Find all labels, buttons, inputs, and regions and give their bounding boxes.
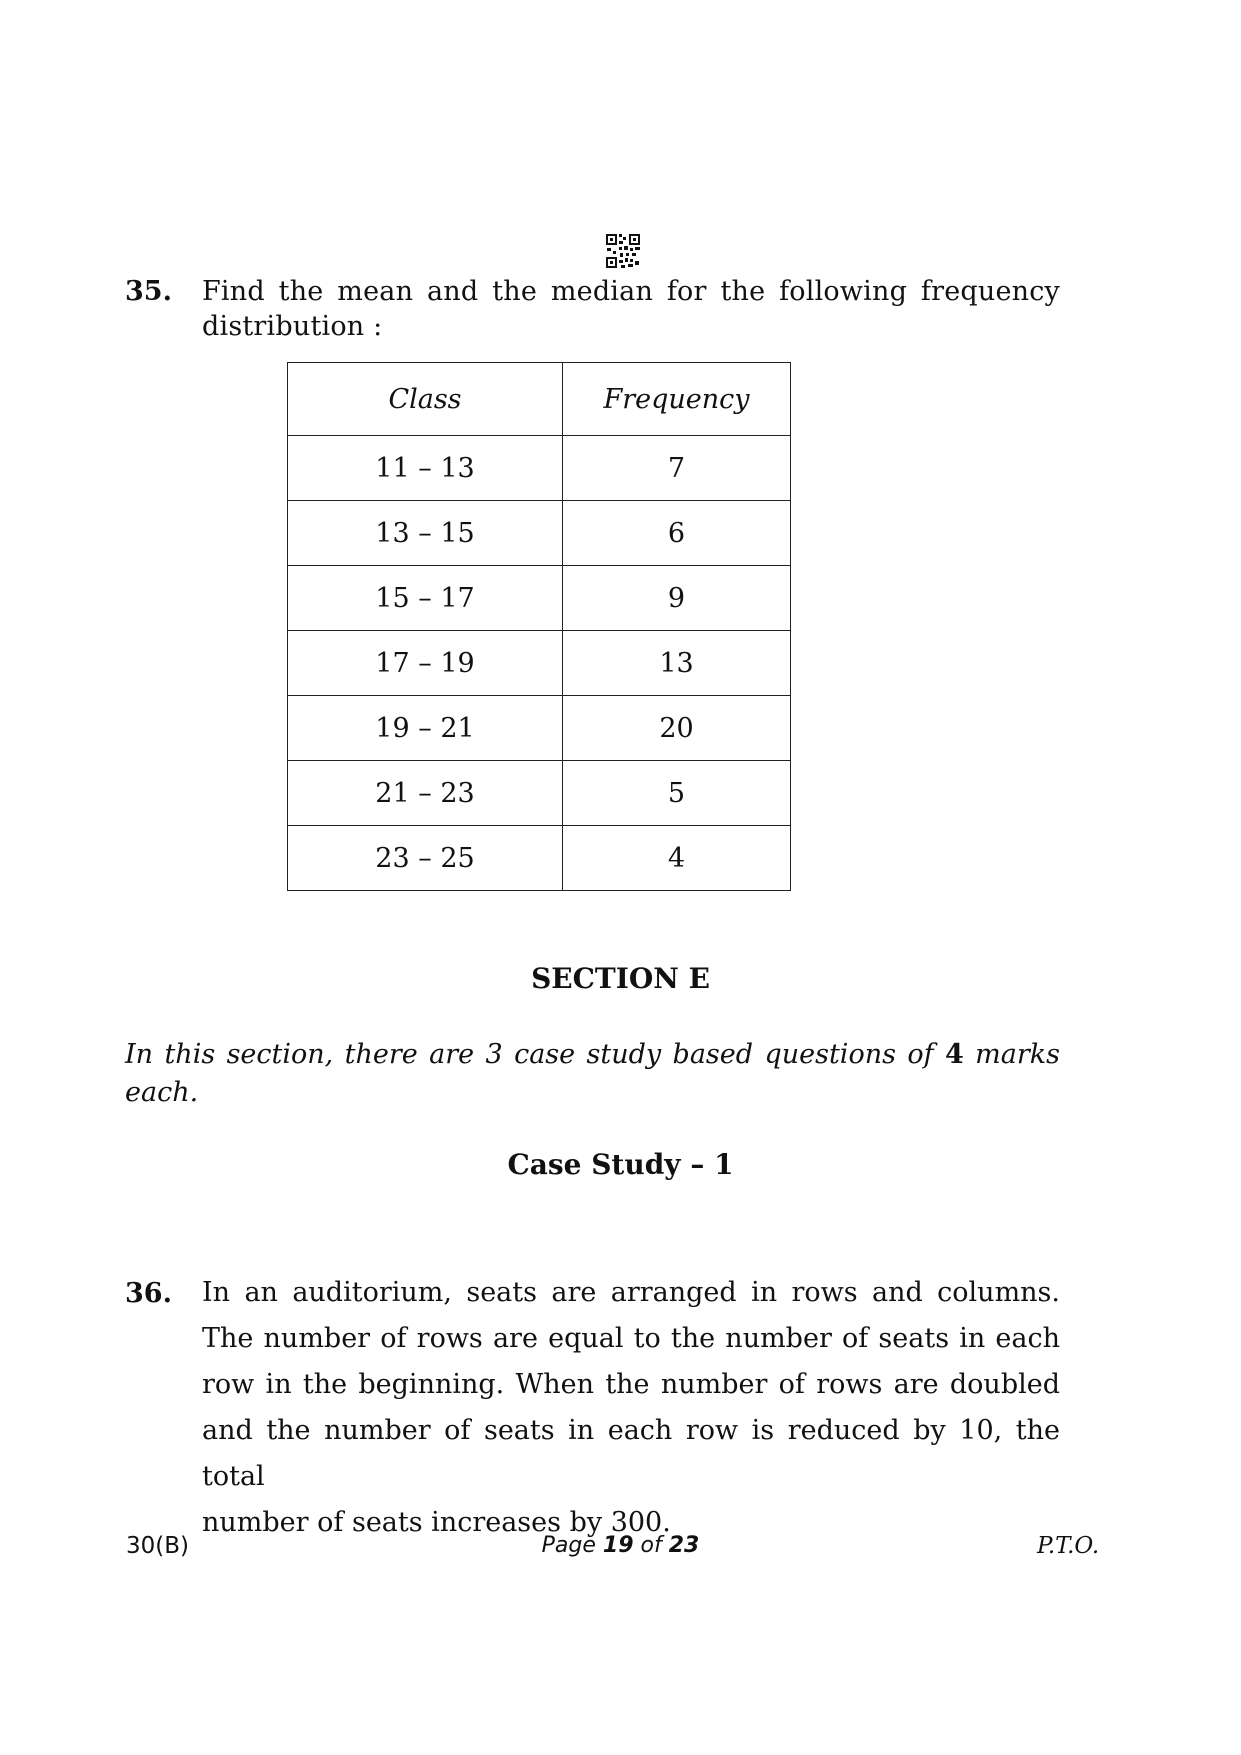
header-frequency: Frequency (563, 363, 791, 436)
class-cell: 19 – 21 (288, 696, 563, 761)
page-total: 23 (668, 1533, 700, 1558)
frequency-cell: 5 (563, 761, 791, 826)
page-label: Page (541, 1533, 603, 1558)
question-36-line: row in the beginning. When the number of rows are doubled (202, 1369, 1060, 1400)
frequency-cell: 4 (563, 826, 791, 891)
table-row (288, 566, 791, 631)
table-row (288, 631, 791, 696)
frequency-cell: 9 (563, 566, 791, 631)
table-row (288, 826, 791, 891)
question-36-line: The number of rows are equal to the number of seats in each (202, 1323, 1060, 1354)
frequency-cell: 20 (563, 696, 791, 761)
question-35-text-line1: Find the mean and the median for the following frequency (202, 276, 1060, 307)
frequency-cell: 13 (563, 631, 791, 696)
instruction-line1 (125, 1036, 1060, 1074)
question-36-line: number of seats increases by 300. (202, 1507, 671, 1538)
instruction-marks: 4 (944, 1039, 964, 1070)
paper-code: 30(B) (126, 1533, 189, 1559)
table-row (288, 501, 791, 566)
page-of-label: of (633, 1533, 669, 1558)
question-36-line: and the number of seats in each row is reduced by 10, the total (202, 1415, 1060, 1492)
instruction-text: In this section, there are 3 case study based questions of (125, 1039, 945, 1070)
question-36-text (202, 1270, 1060, 1546)
class-cell: 23 – 25 (288, 826, 563, 891)
question-number-35: 35. (125, 276, 172, 307)
header-class: Class (288, 363, 563, 436)
qr-code-icon (605, 233, 641, 269)
class-cell: 11 – 13 (288, 436, 563, 501)
frequency-cell: 7 (563, 436, 791, 501)
pto-label: P.T.O. (1037, 1533, 1100, 1559)
question-35-text-line2: distribution : (202, 311, 383, 342)
instruction-text-end: marks (963, 1039, 1060, 1070)
frequency-table (287, 362, 791, 891)
class-cell: 17 – 19 (288, 631, 563, 696)
class-cell: 13 – 15 (288, 501, 563, 566)
section-instruction (125, 1036, 1060, 1112)
instruction-line2: each. (125, 1077, 199, 1108)
class-cell: 15 – 17 (288, 566, 563, 631)
question-36-line: In an auditorium, seats are arranged in rows and columns. (202, 1277, 1060, 1308)
table-row (288, 761, 791, 826)
frequency-cell: 6 (563, 501, 791, 566)
class-cell: 21 – 23 (288, 761, 563, 826)
table-header-row (288, 363, 791, 436)
table-row (288, 696, 791, 761)
question-number-36: 36. (125, 1278, 172, 1309)
section-title: SECTION E (531, 962, 710, 995)
page-current: 19 (602, 1533, 634, 1558)
table-row (288, 436, 791, 501)
case-study-title: Case Study – 1 (507, 1148, 734, 1181)
